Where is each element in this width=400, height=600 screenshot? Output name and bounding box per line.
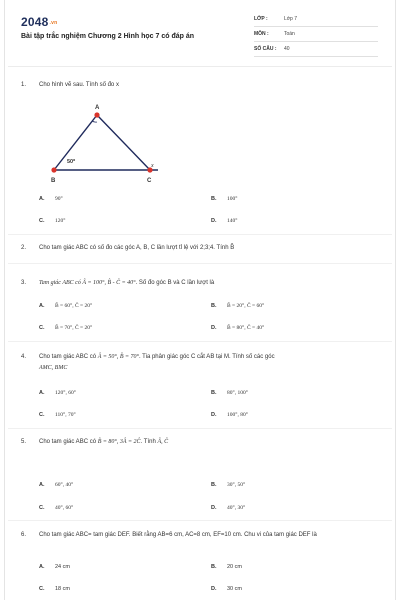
side-ac bbox=[97, 115, 150, 170]
meta-subject: MÔN : Toán bbox=[254, 28, 378, 42]
question-6-text: Cho tam giác ABC= tam giác DEF. Biết rằng AB=6 cm, AC=8 cm, EF=10 cm. Chu vi của tam giác DEF là bbox=[39, 532, 317, 538]
q3-option-c[interactable]: C. B̂ = 70°, Ĉ = 20° bbox=[39, 325, 93, 331]
question-2-text: Cho tam giác ABC có số đo các góc A, B, C lần lượt tỉ lệ với 2;3;4. Tính B̂ bbox=[39, 245, 235, 251]
question-1-number: 1. bbox=[21, 82, 27, 88]
site-logo[interactable]: 2048.vn bbox=[21, 15, 58, 29]
worksheet-header bbox=[0, 0, 400, 66]
vertex-b-point bbox=[51, 167, 56, 172]
q5-option-b[interactable]: B. 30°, 50° bbox=[211, 482, 246, 488]
header-divider bbox=[8, 66, 392, 67]
vertex-a-label: A bbox=[95, 105, 100, 111]
question-3-number: 3. bbox=[21, 280, 27, 286]
worksheet-title: Bài tập trắc nghiệm Chương 2 Hình học 7 có đáp án bbox=[21, 33, 195, 40]
q1-option-d[interactable]: D. 140° bbox=[211, 218, 238, 224]
meta-grade: LỚP : Lớp 7 bbox=[254, 13, 378, 27]
question-2-number: 2. bbox=[21, 245, 27, 251]
meta-question-count: SỐ CÂU : 40 bbox=[254, 43, 378, 57]
q4-option-a[interactable]: A. 120°, 60° bbox=[39, 390, 76, 396]
angle-a-arc bbox=[92, 121, 97, 122]
q6-option-a[interactable]: A. 24 cm bbox=[39, 564, 70, 570]
q6-option-b[interactable]: B. 20 cm bbox=[211, 564, 242, 570]
question-5-number: 5. bbox=[21, 439, 27, 445]
side-ab bbox=[54, 115, 97, 170]
question-divider bbox=[8, 428, 392, 429]
question-5-text: Cho tam giác ABC có B̂ = 80°, 3Â = 2Ĉ. Tính Â, Ĉ bbox=[39, 439, 169, 445]
question-1-text: Cho hình vẽ sau. Tính số đo x bbox=[39, 82, 119, 88]
question-divider bbox=[8, 263, 392, 264]
question-4-text: Cho tam giác ABC có Â = 50°, B̂ = 70°. Tia phân giác góc C cắt AB tại M. Tính số các góc AMC, BMC bbox=[39, 354, 275, 371]
question-divider bbox=[8, 234, 392, 235]
angle-x-label: x bbox=[151, 163, 154, 169]
q1-option-a[interactable]: A. 90° bbox=[39, 196, 63, 202]
q6-option-d[interactable]: D. 30 cm bbox=[211, 586, 242, 592]
triangle-figure bbox=[46, 100, 176, 185]
q3-option-b[interactable]: B. B̂ = 20°, Ĉ = 60° bbox=[211, 303, 265, 309]
q4-option-c[interactable]: C. 110°, 70° bbox=[39, 412, 76, 418]
question-divider bbox=[8, 341, 392, 342]
question-4-number: 4. bbox=[21, 354, 27, 360]
q1-option-c[interactable]: C. 120° bbox=[39, 218, 66, 224]
q3-option-d[interactable]: D. B̂ = 80°, Ĉ = 40° bbox=[211, 325, 265, 331]
vertex-c-label: C bbox=[147, 178, 152, 184]
q6-option-c[interactable]: C. 18 cm bbox=[39, 586, 70, 592]
vertex-b-label: B bbox=[51, 178, 56, 184]
q5-option-d[interactable]: D. 40°, 30° bbox=[211, 505, 246, 511]
vertex-a-point bbox=[94, 112, 99, 117]
question-divider bbox=[8, 520, 392, 521]
q1-option-b[interactable]: B. 100° bbox=[211, 196, 238, 202]
q4-option-d[interactable]: D. 100°, 80° bbox=[211, 412, 248, 418]
q5-option-a[interactable]: A. 60°, 40° bbox=[39, 482, 74, 488]
question-6-number: 6. bbox=[21, 532, 27, 538]
angle-b-label: 50º bbox=[67, 159, 76, 165]
question-3-text: Tam giác ABC có Â = 100°, B̂ - Ĉ = 40°. Số đo góc B và C lần lượt là bbox=[39, 280, 215, 286]
q4-option-b[interactable]: B. 80°, 100° bbox=[211, 390, 248, 396]
page-border-right bbox=[395, 0, 396, 600]
q3-option-a[interactable]: A. B̂ = 60°, Ĉ = 20° bbox=[39, 303, 93, 309]
page-border-left bbox=[4, 0, 5, 600]
q5-option-c[interactable]: C. 40°, 60° bbox=[39, 505, 74, 511]
